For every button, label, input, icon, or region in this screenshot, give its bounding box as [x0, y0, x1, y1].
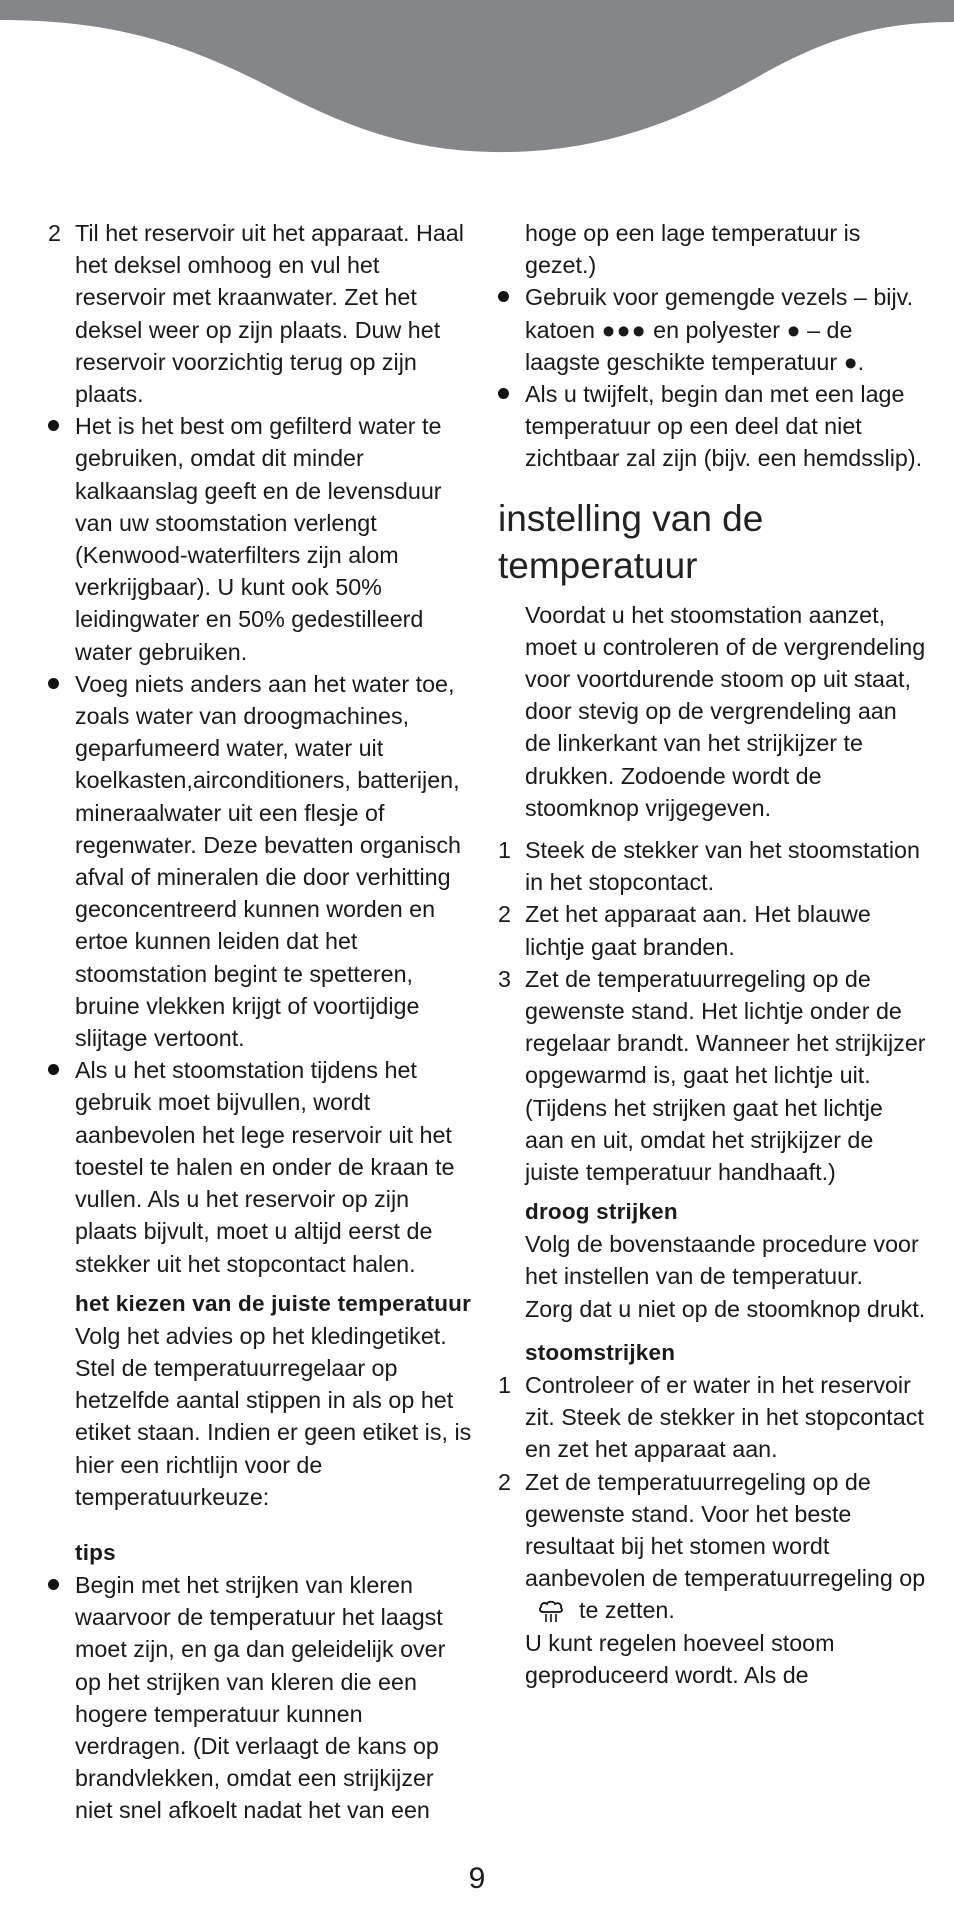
- step-2: [48, 217, 473, 410]
- step-number: 2: [498, 1468, 511, 1495]
- step-text: Steek de stekker van het stoomstation in het stopcontact.: [525, 837, 920, 896]
- step-number: 1: [498, 837, 511, 864]
- step-2: [498, 898, 928, 962]
- right-column: [498, 217, 928, 1691]
- list-item: [498, 281, 928, 378]
- step-3: [498, 963, 928, 1188]
- list-item: [498, 378, 928, 475]
- bullet-text-d: .: [857, 348, 865, 375]
- bullet-icon: [48, 1569, 70, 1601]
- section-title: instelling van de temperatuur: [498, 497, 764, 586]
- tips-heading: tips: [75, 1539, 116, 1565]
- one-dot-symbol: ●: [843, 348, 858, 375]
- page-number: 9: [468, 1862, 486, 1895]
- left-column: [48, 217, 473, 1827]
- bullet-text: Het is het best om gefilterd water te gebruiken, omdat dit minder kalkaanslag geeft en de levensduur van uw stoomstation verlengt (Kenwood-waterfilters zijn alom verkrijgbaar). U kunt ook 50% leidingwater en 50% gedestilleerd water gebruiken.: [75, 413, 442, 665]
- temperature-text: Volg het advies op het kledingetiket. Stel de temperatuurregelaar op hetzelfde aantal stippen in als op het etiket staan. Indien er geen etiket is, is hier een richtlijn voor de temperatuurkeuze:: [75, 1322, 472, 1510]
- header-wave: [0, 0, 954, 160]
- bullet-icon: [48, 1054, 70, 1086]
- steam-ironing-heading: stoomstrijken: [525, 1339, 676, 1365]
- bullet-icon: [48, 668, 70, 700]
- step-number: 2: [48, 220, 61, 246]
- steam-setting-icon: [537, 1598, 565, 1624]
- step-text-a: Zet de temperatuurregeling op de gewenste stand. Voor het beste resultaat bij het stomen wordt aanbevolen de temperatuurregeling op: [525, 1468, 926, 1592]
- list-item: [48, 1569, 473, 1827]
- step-1: [498, 834, 928, 898]
- step-text: Til het reservoir uit het apparaat. Haal het deksel omhoog en vul het reservoir met kraanwater. Zet het deksel weer op zijn plaats. Duw het reservoir voorzichtig terug op zijn plaats.: [75, 220, 464, 408]
- dry-ironing-text: Volg de bovenstaande procedure voor het instellen van de temperatuur.: [525, 1231, 919, 1290]
- bullet-text: Begin met het strijken van kleren waarvoor de temperatuur het laagst moet zijn, en ga dan geleidelijk over op het strijken van kleren die een hogere temperatuur kunnen verdragen. (Dit verlaagt de kans op brandvlekken, omdat een strijkijzer niet snel afkoelt nadat het van een: [75, 1571, 446, 1824]
- bullet-icon: [498, 378, 520, 410]
- step-text: Controleer of er water in het reservoir zit. Steek de stekker in het stopcontact en zet het apparaat aan.: [525, 1371, 924, 1463]
- step-text-b: te zetten.: [579, 1597, 675, 1624]
- one-dot-symbol: ●: [786, 316, 801, 343]
- bullet-text: Voeg niets anders aan het water toe, zoals water van droogmachines, geparfumeerd water, water uit koelkasten,airconditioners, batterijen, mineraalwater uit een flesje of regenwater. Deze bevatten organisch afval of mineralen die door verhitting geconcentreerd kunnen worden en ertoe kunnen leiden dat het stoomstation begint te spetteren, bruine vlekken krijgt of voortijdige slijtage vertoont.: [75, 670, 461, 1052]
- step-text: Zet het apparaat aan. Het blauwe lichtje gaat branden.: [525, 901, 871, 960]
- step-number: 3: [498, 965, 511, 992]
- step-number: 1: [498, 1371, 511, 1398]
- bullet-text-a: Gebruik voor gemengde vezels – bijv. katoen: [525, 284, 914, 343]
- bullet-text: Als u het stoomstation tijdens het gebruik moet bijvullen, wordt aanbevolen het lege reservoir uit het toestel te halen en onder de kraan te vullen. Als u het reservoir op zijn plaats bijvult, moet u altijd eerst de stekker uit het stopcontact halen.: [75, 1057, 455, 1277]
- bullet-icon: [48, 410, 70, 442]
- list-item: [48, 410, 473, 668]
- bullet-text-c: – de laagste geschikte temperatuur: [525, 316, 853, 375]
- tips-bullet-continuation: hoge op een lage temperatuur is gezet.): [525, 220, 861, 279]
- three-dots-symbol: ●●●: [601, 316, 647, 343]
- bullet-text: Als u twijfelt, begin dan met een lage temperatuur op een deel dat niet zichtbaar zal zijn (bijv. een hemdsslip).: [525, 381, 923, 472]
- steam-step-2: [498, 1466, 928, 1691]
- steam-step-1: [498, 1369, 928, 1466]
- dry-ironing-heading: droog strijken: [525, 1199, 678, 1225]
- dry-ironing-note: Zorg dat u niet op de stoomknop drukt.: [525, 1295, 926, 1322]
- bullet-icon: [498, 281, 520, 313]
- list-item: [48, 1054, 473, 1279]
- temperature-heading: het kiezen van de juiste temperatuur: [75, 1290, 472, 1316]
- list-item: [48, 668, 473, 1054]
- step-text: Zet de temperatuurregeling op de gewenste stand. Het lichtje onder de regelaar brandt. Wanneer het strijkijzer opgewarmd is, gaat het lichtje uit. (Tijdens het strijken gaat het lichtje aan en uit, omdat het strijkijzer de juiste temperatuur handhaaft.): [525, 965, 926, 1186]
- step-number: 2: [498, 901, 511, 928]
- step-text-c: U kunt regelen hoeveel stoom geproduceerd wordt. Als de: [525, 1629, 835, 1688]
- bullet-text-b: en polyester: [653, 316, 781, 343]
- intro-text: Voordat u het stoomstation aanzet, moet u controleren of de vergrendeling voor voortdurende stoom op uit staat, door stevig op de vergrendeling aan de linkerkant van het strijkijzer te drukken. Zodoende wordt de stoomknop vrijgegeven.: [525, 601, 926, 821]
